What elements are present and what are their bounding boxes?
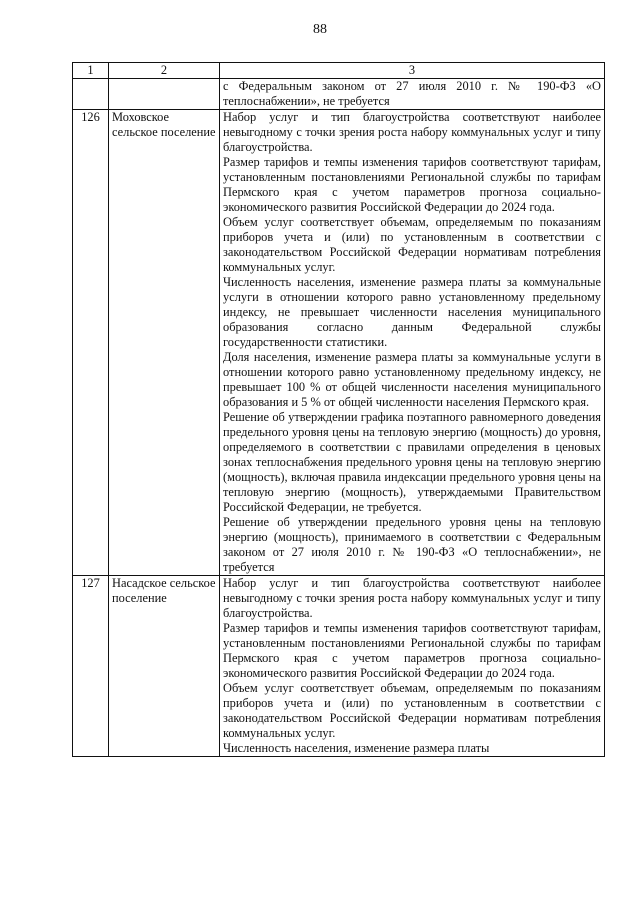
- row-description: [220, 110, 605, 576]
- row-number: 126: [73, 110, 109, 576]
- header-col-3: 3: [220, 63, 605, 79]
- row-number: 127: [73, 576, 109, 757]
- paragraph: Решение об утверждении графика поэтапного равномерного доведения предельного уровня цены на тепловую энергию (мощность) до уровня, определяемого в соответствии с правилами определения в ценовых зонах теплоснабжения предельного уровня цены на тепловую энергию (мощность), включая правила индексации предельного уровня цены на тепловую энергию (мощность), утверждаемыми Правительством Российской Федерации, не требуется.: [223, 410, 601, 514]
- table-row: [73, 576, 605, 757]
- table-row: [73, 110, 605, 576]
- row-number: [73, 79, 109, 110]
- settlement-name: Насадское сельское поселение: [109, 576, 220, 757]
- tariff-table: [72, 62, 605, 757]
- paragraph: Объем услуг соответствует объемам, определяемым по показаниям приборов учета и (или) по установленным в соответствии с законодательством Российской Федерации нормативам потребления коммунальных услуг.: [223, 681, 601, 740]
- paragraph: Решение об утверждении предельного уровня цены на тепловую энергию (мощность), принимаемого в соответствии с Федеральным законом от 27 июля 2010 г. № 190-ФЗ «О теплоснабжении», не требуется: [223, 515, 601, 574]
- paragraph: Объем услуг соответствует объемам, определяемым по показаниям приборов учета и (или) по установленным в соответствии с законодательством Российской Федерации нормативам потребления коммунальных услуг.: [223, 215, 601, 274]
- paragraph: Набор услуг и тип благоустройства соответствуют наиболее невыгодному с точки зрения роста набору коммунальных услуг и типу благоустройства.: [223, 576, 601, 620]
- paragraph: Численность населения, изменение размера платы за коммунальные услуги в отношении которого равно установленному предельному индексу, не превышает численности населения муниципального образования согласно данным Федеральной службы государственности статистики.: [223, 275, 601, 349]
- row-description: [220, 79, 605, 110]
- page-number: 88: [313, 22, 327, 37]
- paragraph: с Федеральным законом от 27 июля 2010 г. № 190-ФЗ «О теплоснабжении», не требуется: [223, 79, 601, 108]
- settlement-name: [109, 79, 220, 110]
- table-row: [73, 79, 605, 110]
- header-col-2: 2: [109, 63, 220, 79]
- paragraph: Численность населения, изменение размера платы: [223, 741, 490, 755]
- header-col-1: 1: [73, 63, 109, 79]
- paragraph: Размер тарифов и темпы изменения тарифов соответствуют тарифам, установленным постановлениями Региональной службы по тарифам Пермского края с учетом параметров прогноза социально-экономического развития Российской Федерации до 2024 года.: [223, 621, 601, 680]
- row-description: [220, 576, 605, 757]
- paragraph: Размер тарифов и темпы изменения тарифов соответствуют тарифам, установленным постановлениями Региональной службы по тарифам Пермского края с учетом параметров прогноза социально-экономического развития Российской Федерации до 2024 года.: [223, 155, 601, 214]
- paragraph: Доля населения, изменение размера платы за коммунальные услуги в отношении которого равно установленному предельному индексу, не превышает 100 % от общей численности населения муниципального образования и 5 % от общей численности населения Пермского края.: [223, 350, 601, 409]
- paragraph: Набор услуг и тип благоустройства соответствуют наиболее невыгодному с точки зрения роста набору коммунальных услуг и типу благоустройства.: [223, 110, 601, 154]
- settlement-name: Моховское сельское поселение: [109, 110, 220, 576]
- table-header-row: [73, 63, 605, 79]
